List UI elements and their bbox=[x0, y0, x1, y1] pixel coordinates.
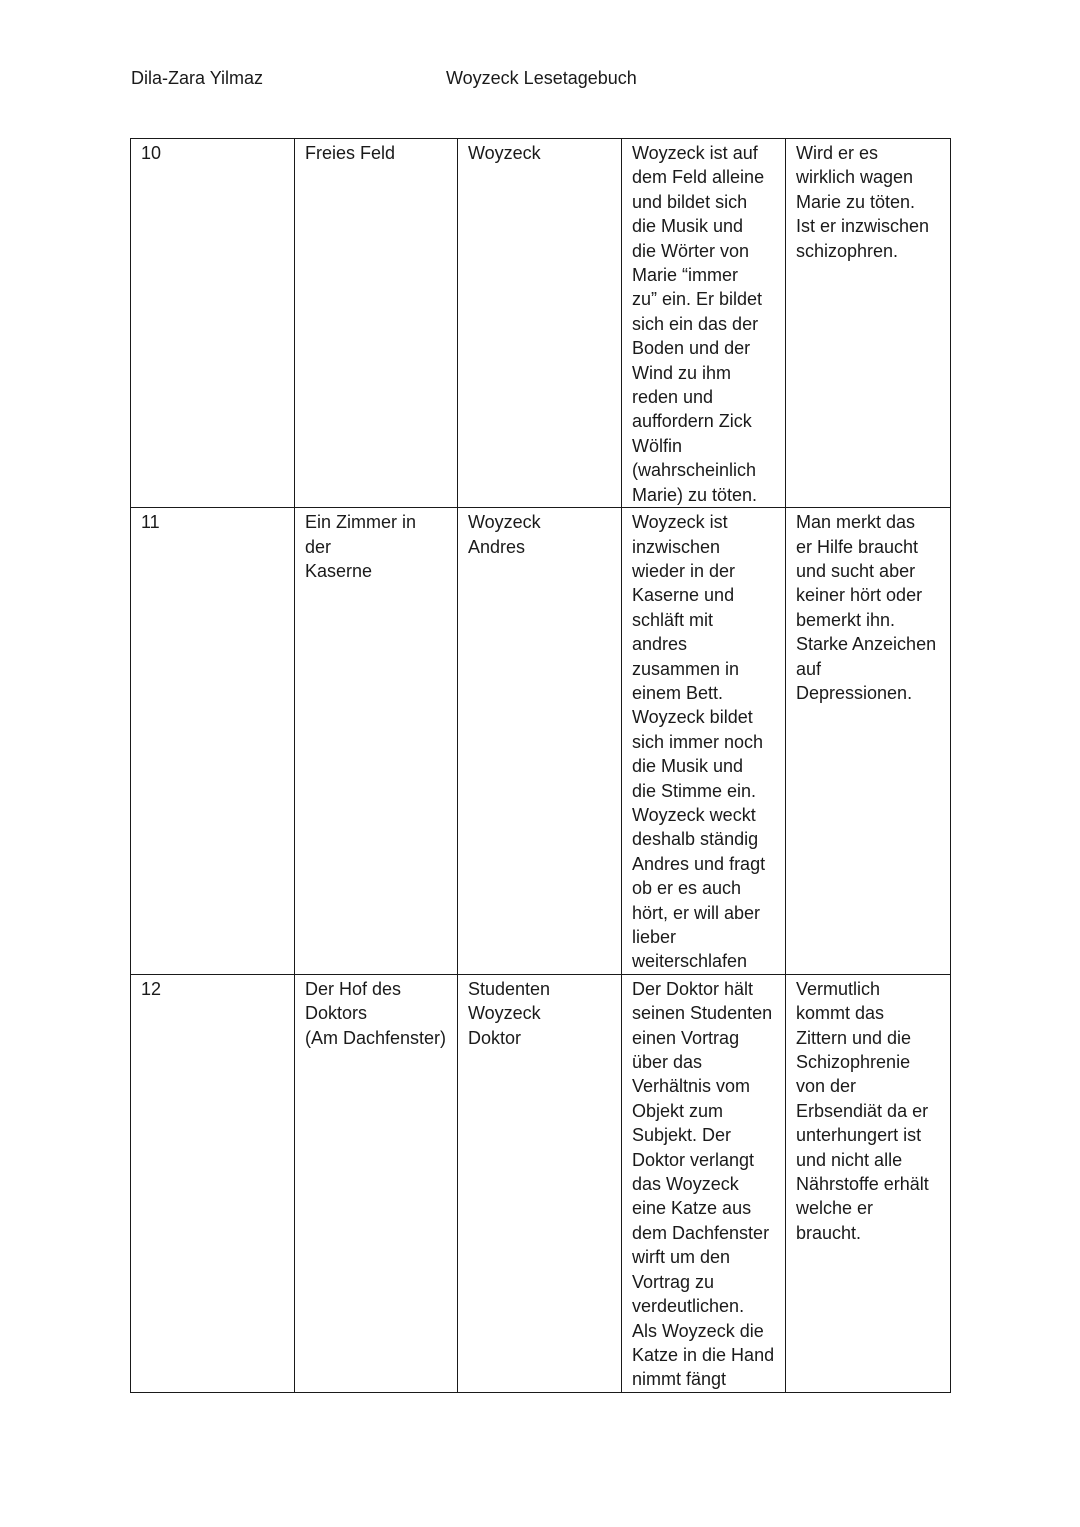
scene-comment: Vermutlich kommt das Zittern und die Schizophrenie von der Erbsendiät da er unterhungert ist und nicht alle Nährstoffe erhält welche er braucht. bbox=[786, 974, 951, 1392]
scene-characters: Studenten Woyzeck Doktor bbox=[458, 974, 622, 1392]
scene-place: Freies Feld bbox=[295, 139, 458, 508]
scene-number: 11 bbox=[131, 508, 295, 975]
scene-content: Woyzeck ist auf dem Feld alleine und bildet sich die Musik und die Wörter von Marie “immer zu” ein. Er bildet sich ein das der Boden und der Wind zu ihm reden und auffordern Zick Wölfin (wahrscheinlich Marie) zu töten. bbox=[622, 139, 786, 508]
scene-characters: Woyzeck Andres bbox=[458, 508, 622, 975]
scene-content: Der Doktor hält seinen Studenten einen Vortrag über das Verhältnis vom Objekt zum Subjekt. Der Doktor verlangt das Woyzeck eine Katze aus dem Dachfenster wirft um den Vortrag zu verdeutlichen. Als Woyzeck die Katze in die Hand nimmt fängt bbox=[622, 974, 786, 1392]
author-name: Dila-Zara Yilmaz bbox=[131, 68, 264, 88]
document-title: Woyzeck Lesetagebuch bbox=[446, 68, 637, 88]
scene-comment: Wird er es wirklich wagen Marie zu töten. Ist er inzwischen schizophren. bbox=[786, 139, 951, 508]
table-row bbox=[131, 974, 951, 1392]
scene-content: Woyzeck ist inzwischen wieder in der Kaserne und schläft mit andres zusammen in einem Bett. Woyzeck bildet sich immer noch die Musik und die Stimme ein. Woyzeck weckt deshalb ständig Andres und fragt ob er es auch hört, er will aber lieber weiterschlafen bbox=[622, 508, 786, 975]
scene-number: 12 bbox=[131, 974, 295, 1392]
scene-place: Der Hof des Doktors (Am Dachfenster) bbox=[295, 974, 458, 1392]
scene-number: 10 bbox=[131, 139, 295, 508]
reading-diary-table bbox=[130, 138, 951, 1393]
table-row bbox=[131, 139, 951, 508]
table-row bbox=[131, 508, 951, 975]
scene-characters: Woyzeck bbox=[458, 139, 622, 508]
scene-place: Ein Zimmer in der Kaserne bbox=[295, 508, 458, 975]
scene-comment: Man merkt das er Hilfe braucht und sucht aber keiner hört oder bemerkt ihn. Starke Anzeichen auf Depressionen. bbox=[786, 508, 951, 975]
